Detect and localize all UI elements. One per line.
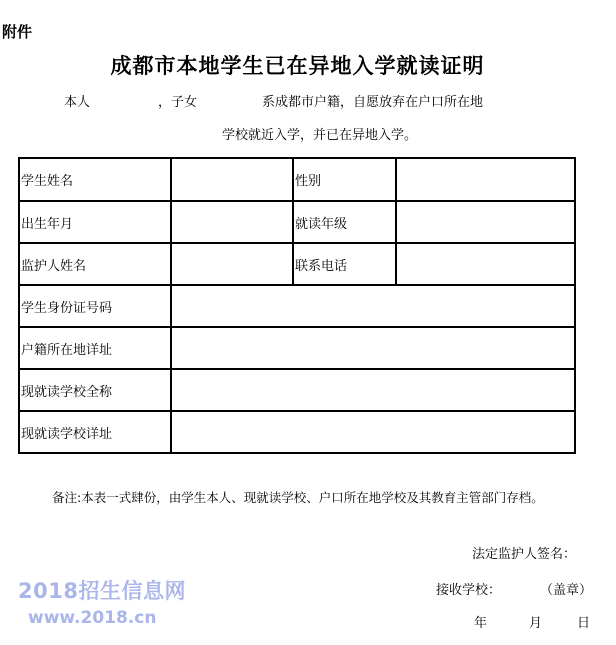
date-year-label: 年 (474, 616, 488, 631)
label-household-address: 户籍所在地详址 (19, 327, 171, 369)
watermark-site-url: www.2018.cn (28, 608, 157, 628)
label-grade: 就读年级 (293, 201, 396, 243)
input-gender[interactable] (396, 158, 575, 201)
table-row (19, 411, 575, 453)
attachment-label: 附件 (2, 23, 33, 41)
label-birth-date: 出生年月 (19, 201, 171, 243)
table-row (19, 201, 575, 243)
input-id-number[interactable] (171, 285, 575, 327)
label-gender: 性别 (293, 158, 396, 201)
label-id-number: 学生身份证号码 (19, 285, 171, 327)
table-row (19, 285, 575, 327)
table-row (19, 243, 575, 285)
input-school-address[interactable] (171, 411, 575, 453)
guardian-signature-label: 法定监护人签名： (472, 547, 577, 562)
input-household-address[interactable] (171, 327, 575, 369)
input-student-name[interactable] (171, 158, 293, 201)
input-school-name[interactable] (171, 369, 575, 411)
table-row (19, 369, 575, 411)
label-school-address: 现就读学校详址 (19, 411, 171, 453)
seal-label: （盖章） (540, 583, 593, 598)
label-phone: 联系电话 (293, 243, 396, 285)
statement-zi-nv: ，子女 (158, 95, 198, 110)
statement-text-a: 系成都市户籍，自愿放弃在户口所在地 (262, 95, 484, 110)
label-student-name: 学生姓名 (19, 158, 171, 201)
label-school-name: 现就读学校全称 (19, 369, 171, 411)
info-form-table (18, 157, 576, 454)
table-row (19, 327, 575, 369)
table-row (19, 158, 575, 201)
statement-ben-ren: 本人 (64, 95, 91, 110)
watermark-site-name: 2018招生信息网 (18, 579, 186, 603)
label-guardian-name: 监护人姓名 (19, 243, 171, 285)
statement-text-b: 学校就近入学，并已在异地入学。 (222, 128, 418, 143)
input-guardian-name[interactable] (171, 243, 293, 285)
date-month-label: 月 (529, 616, 543, 631)
input-grade[interactable] (396, 201, 575, 243)
receiving-school-label: 接收学校： (436, 583, 502, 598)
document-title: 成都市本地学生已在异地入学就读证明 (110, 54, 485, 78)
input-phone[interactable] (396, 243, 575, 285)
remark-note: 备注:本表一式肆份，由学生本人、现就读学校、户口所在地学校及其教育主管部门存档。 (52, 490, 544, 505)
input-birth-date[interactable] (171, 201, 293, 243)
date-day-label: 日 (577, 616, 591, 631)
